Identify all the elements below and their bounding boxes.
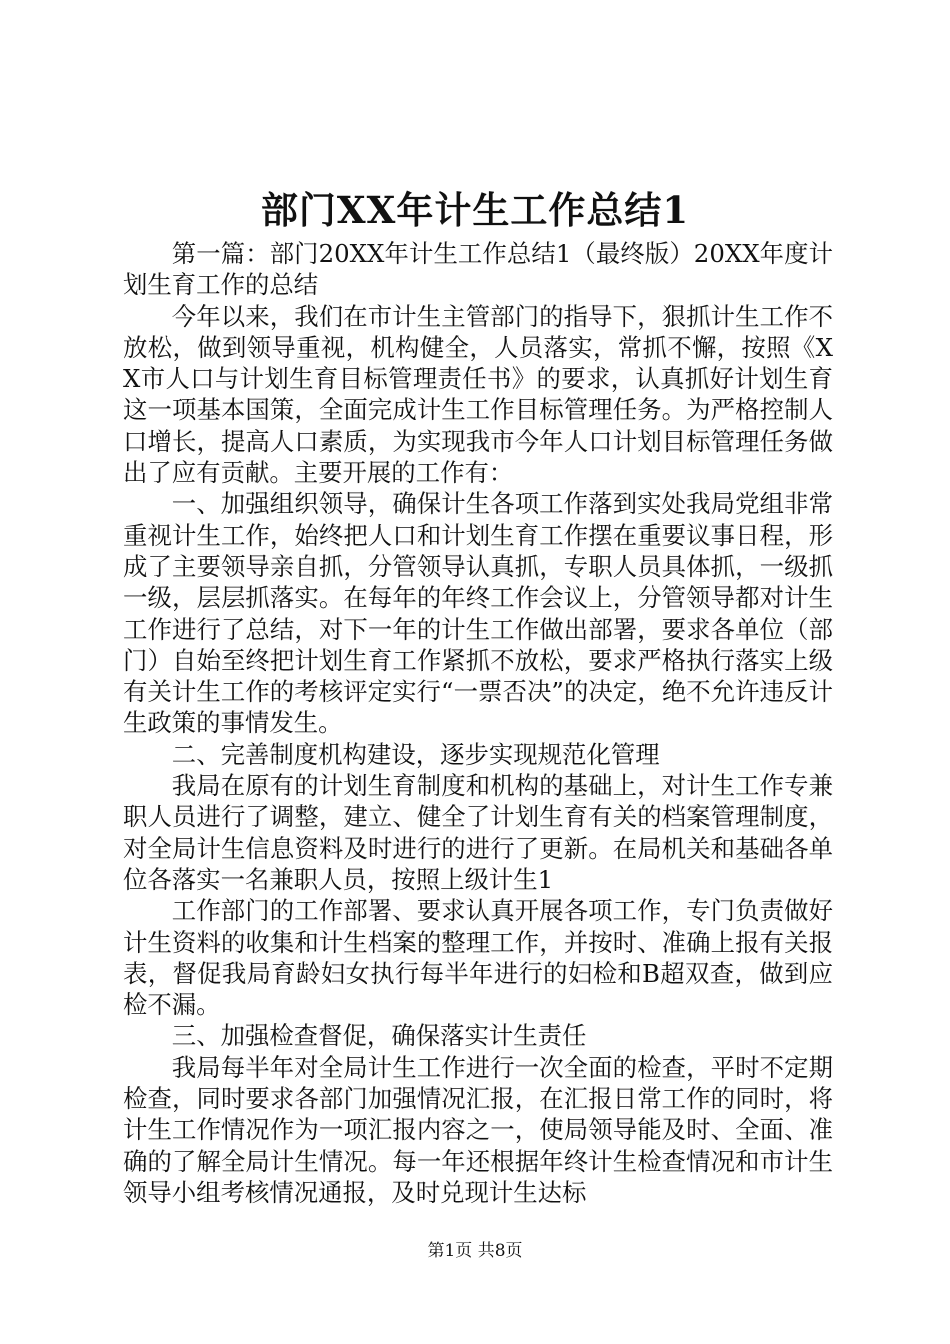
section-heading: 三、加强检查督促，确保落实计生责任: [171, 1021, 587, 1051]
section-heading: 二、完善制度机构建设，逐步实现规范化管理: [171, 739, 660, 769]
paragraph: 我局每半年对全局计生工作进行一次全面的检查，平时不定期检查，同时要求各部门加强情况汇报，在汇报日常工作的同时，将计生工作情况作为一项汇报内容之一，使局领导能及时、全面、准确的了解全局计生情况。每一年还根据年终计生检查情况和市计生领导小组考核情况通报，及时兑现计生达标: [123, 1052, 833, 1207]
paragraph: 我局在原有的计划生育制度和机构的基础上，对计生工作专兼职人员进行了调整，建立、健全了计划生育有关的档案管理制度，对全局计生信息资料及时进行的进行了更新。在局机关和基础各单位各落实一名兼职人员，按照上级计生1: [123, 771, 833, 894]
paragraph: 今年以来，我们在市计生主管部门的指导下，狠抓计生工作不放松，做到领导重视，机构健全，人员落实，常抓不懈，按照《XX市人口与计划生育目标管理责任书》的要求，认真抓好计划生育这一项基本国策，全面完成计生工作目标管理任务。为严格控制人口增长，提高人口素质，为实现我市今年人口计划目标管理任务做出了应有贡献。主要开展的工作有：: [123, 301, 833, 488]
paragraph: 第一篇：部门20XX年计生工作总结1（最终版）20XX年度计划生育工作的总结: [123, 239, 833, 300]
paragraph: 一、加强组织领导，确保计生各项工作落到实处我局党组非常重视计生工作，始终把人口和计划生育工作摆在重要议事日程，形成了主要领导亲自抓，分管领导认真抓，专职人员具体抓，一级抓一级，层层抓落实。在每年的年终工作会议上，分管领导都对计生工作进行了总结，对下一年的计生工作做出部署，要求各单位（部门）自始至终把计划生育工作紧抓不放松，要求严格执行落实上级有关计生工作的考核评定实行“一票否决”的决定，绝不允许违反计生政策的事情发生。: [123, 489, 833, 738]
page-number-footer: 第1页 共8页: [427, 1241, 523, 1261]
document-body: [123, 238, 833, 1208]
document-title: 部门XX年计生工作总结1: [260, 188, 690, 232]
paragraph: 工作部门的工作部署、要求认真开展各项工作，专门负责做好计生资料的收集和计生档案的整理工作，并按时、准确上报有关报表，督促我局育龄妇女执行每半年进行的妇检和B超双查，做到应检不漏。: [123, 896, 833, 1020]
